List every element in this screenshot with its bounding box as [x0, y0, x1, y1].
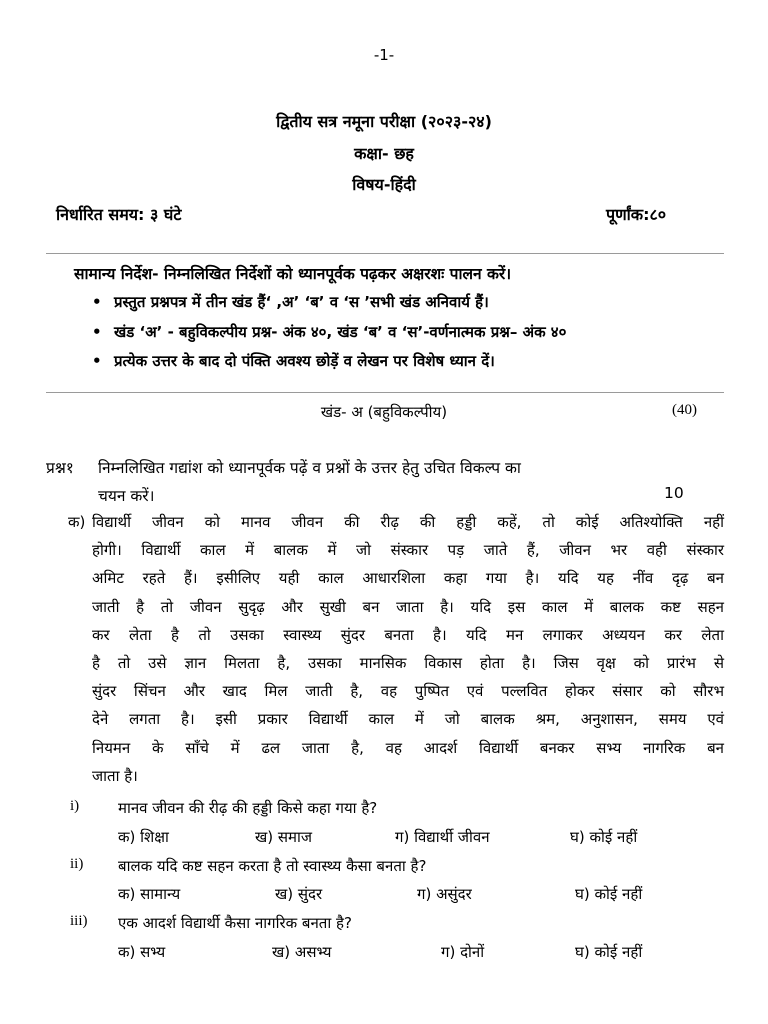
bullet-icon: •: [92, 352, 102, 370]
question-label: प्रश्न१: [46, 459, 74, 477]
subquestion-number: iii): [70, 913, 88, 929]
instruction-text: खंड ‘अ’ - बहुविकल्पीय प्रश्न- अंक ४०, खंड ‘ब’ व ‘स’-वर्णनात्मक प्रश्न– अंक ४०: [114, 323, 567, 341]
subquestion-number: ii): [70, 856, 84, 872]
instruction-text: प्रत्येक उत्तर के बाद दो पंक्ति अवश्य छोड़ें व लेखन पर विशेष ध्यान दें।: [114, 352, 495, 370]
passage-line: है तो उसे ज्ञान मिलता है, उसका मानसिक विकास होता है। जिस वृक्ष को प्रारंभ से: [92, 654, 724, 673]
passage-line: होगी। विद्यार्थी काल में बालक में जो संस्कार पड़ जाते हैं, जीवन भर वही संस्कार: [92, 541, 724, 560]
divider-section: [46, 392, 724, 393]
exam-title: द्वितीय सत्र नमूना परीक्षा (२०२३-२४): [276, 112, 492, 131]
passage-line: विद्यार्थी जीवन को मानव जीवन की रीढ़ की हड्डी कहें, तो कोई अतिश्योक्ति नहीं: [92, 513, 724, 531]
question-text-cont: चयन करें।: [98, 487, 155, 505]
option-b: ख) असभ्य: [272, 943, 332, 961]
time-allowed: निर्धारित समय: ३ घंटे: [56, 205, 182, 224]
option-d: घ) कोई नहीं: [575, 943, 643, 961]
option-c: ग) दोनों: [441, 943, 485, 961]
passage-line: अमिट रहते हैं। इसीलिए यही काल आधारशिला कहा गया है। यदि यह नींव दृढ़ बन: [92, 569, 724, 588]
question-text: निम्नलिखित गद्यांश को ध्यानपूर्वक पढ़ें व प्रश्नों के उत्तर हेतु उचित विकल्प का: [98, 459, 521, 477]
passage-line: जाता है।: [92, 766, 138, 785]
option-d: घ) कोई नहीं: [570, 828, 638, 846]
option-b: ख) समाज: [255, 828, 313, 846]
passage-line: देने लगता है। इसी प्रकार विद्यार्थी काल में जो बालक श्रम, अनुशासन, समय एवं: [92, 710, 724, 729]
option-b: ख) सुंदर: [275, 885, 323, 903]
subquestion-number: i): [70, 798, 80, 814]
section-title: खंड- अ (बहुविकल्पीय): [320, 403, 448, 421]
passage: [92, 508, 724, 790]
passage-line: कर लेता है तो उसका स्वास्थ्य सुंदर बनता है। यदि मन लगाकर अध्ययन कर लेता: [92, 625, 724, 644]
section-marks: (40): [672, 402, 697, 418]
subject-label: विषय-हिंदी: [352, 175, 416, 194]
subquestion-text: बालक यदि कष्ट सहन करता है तो स्वास्थ्य कैसा बनता है?: [118, 857, 427, 875]
subquestion-text: मानव जीवन की रीढ़ की हड्डी किसे कहा गया है?: [118, 799, 378, 817]
bullet-icon: •: [92, 293, 102, 311]
option-a: क) सभ्य: [118, 943, 166, 961]
option-a: क) शिक्षा: [118, 828, 169, 846]
option-d: घ) कोई नहीं: [575, 885, 643, 903]
option-c: ग) असुंदर: [417, 885, 472, 903]
passage-line: नियमन के साँचे में ढल जाता है, वह आदर्श विद्यार्थी बनकर सभ्य नागरिक बन: [92, 738, 724, 757]
option-a: क) सामान्य: [118, 885, 181, 903]
passage-line: सुंदर सिंचन और खाद मिल जाती है, वह पुष्पित एवं पल्लवित होकर संसार को सौरभ: [92, 682, 724, 701]
instruction-item: [92, 322, 566, 342]
subquestion-text: एक आदर्श विद्यार्थी कैसा नागरिक बनता है?: [118, 914, 352, 932]
full-marks: पूर्णांक:८०: [606, 205, 667, 224]
instruction-item: [92, 351, 495, 371]
passage-line: जाती है तो जीवन सुदृढ़ और सुखी बन जाता है। यदि इस काल में बालक कष्ट सहन: [92, 597, 724, 616]
option-c: ग) विद्यार्थी जीवन: [395, 828, 490, 846]
class-label: कक्षा- छह: [354, 144, 414, 163]
instruction-item: [92, 292, 489, 312]
instructions-title: सामान्य निर्देश- निम्नलिखित निर्देशों को ध्यानपूर्वक पढ़कर अक्षरशः पालन करें।: [74, 265, 512, 283]
divider-top: [46, 253, 724, 254]
bullet-icon: •: [92, 323, 102, 341]
instruction-text: प्रस्तुत प्रश्नपत्र में तीन खंड हैं‘ ,अ’ ‘ब’ व ‘स ’सभी खंड अनिवार्य हैं।: [114, 293, 489, 311]
question-marks: 10: [664, 484, 684, 502]
passage-label: क): [68, 513, 86, 531]
page-number: -1-: [373, 46, 395, 64]
